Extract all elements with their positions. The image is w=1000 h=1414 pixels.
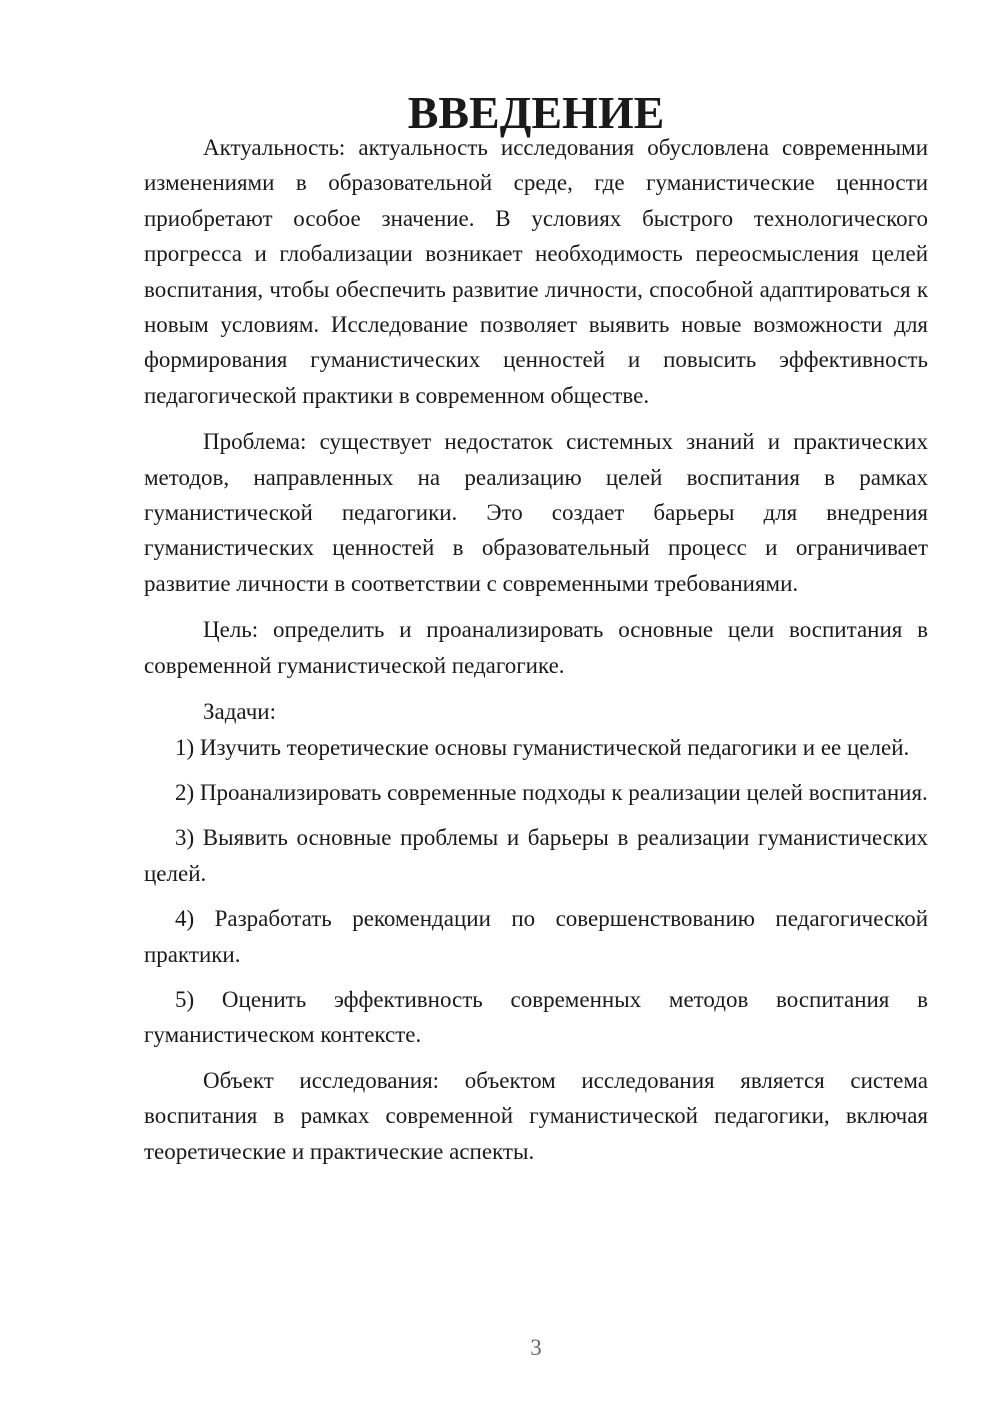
page-number: 3: [530, 1335, 542, 1360]
section-title: ВВЕДЕНИЕ: [407, 87, 665, 138]
relevance-paragraph: Актуальность: актуальность исследования обусловлена современными изменениями в образовательной среде, где гуманистические ценности приобретают особое значение. В условиях быстрого технологического прогресса и глобализации возникает необходимость переосмысления целей воспитания, чтобы обеспечить развитие личности, способной адаптироваться к новым условиям. Исследование позволяет выявить новые возможности для формирования гуманистических ценностей и повысить эффективность педагогической практики в современном обществе.: [144, 135, 928, 408]
task-item: 1) Изучить теоретические основы гуманистической педагогики и ее целей.: [175, 734, 910, 760]
goal-paragraph: Цель: определить и проанализировать основные цели воспитания в современной гуманистической педагогике.: [144, 617, 928, 678]
object-paragraph: Объект исследования: объектом исследования является система воспитания в рамках современной гуманистической педагогики, включая теоретические и практические аспекты.: [144, 1067, 928, 1164]
task-item: 4) Разработать рекомендации по совершенствованию педагогической практики.: [144, 906, 928, 967]
problem-paragraph: Проблема: существует недостаток системных знаний и практических методов, направленных на реализацию целей воспитания в рамках гуманистической педагогики. Это создает барьеры для внедрения гуманистических ценностей в образовательный процесс и ограничивает развитие личности в соответствии с современными требованиями.: [144, 429, 928, 596]
document-page: [144, 87, 928, 1169]
task-item: 2) Проанализировать современные подходы к реализации целей воспитания.: [175, 779, 928, 805]
tasks-heading: Задачи:: [203, 699, 276, 725]
task-item: 3) Выявить основные проблемы и барьеры в реализации гуманистических целей.: [144, 825, 928, 886]
task-item: 5) Оценить эффективность современных методов воспитания в гуманистическом контексте.: [144, 986, 928, 1048]
